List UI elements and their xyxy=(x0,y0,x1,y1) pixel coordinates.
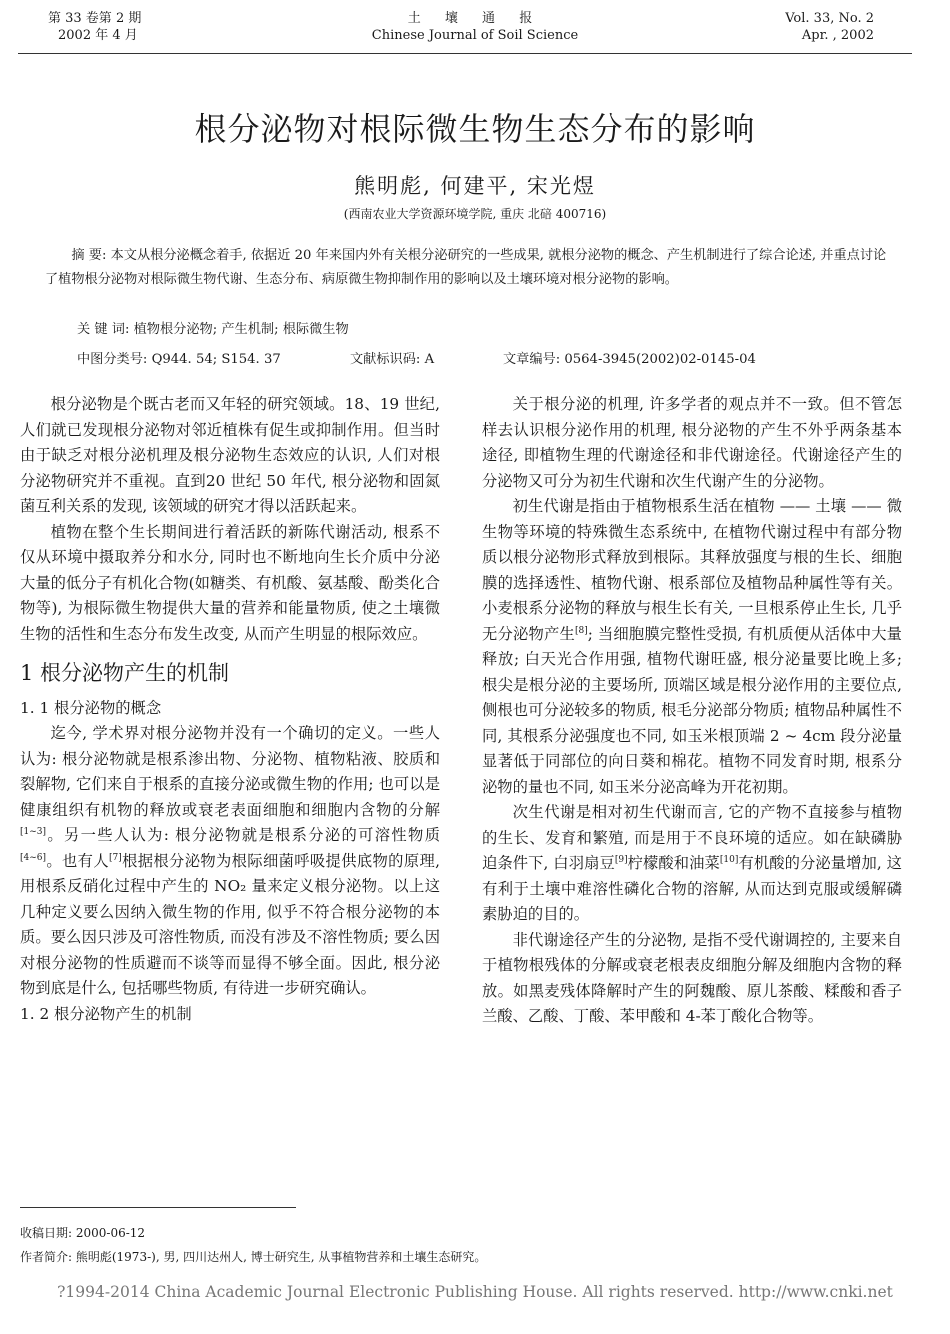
paragraph: 根分泌物是个既古老而又年轻的研究领域。18、19 世纪, 人们就已发现根分泌物对邻近植株有促生或抑制作用。但当时由于缺乏对根分泌机理及根分泌物生态效应的认识, 人们对根分泌物研究并不重视。直到20 世纪 50 年代, 根分泌物和固氮菌互利关系的发现, 该领域的研究才得以活跃起来。 xyxy=(20,395,440,515)
footnote-rule xyxy=(20,1207,296,1208)
clc-number: 中图分类号: Q944. 54; S154. 37 xyxy=(77,352,281,367)
received-date: 收稿日期: 2000-06-12 xyxy=(20,1226,146,1240)
subsection-heading: 1. 2 根分泌物产生的机制 xyxy=(20,1004,192,1023)
paragraph: 非代谢途径产生的分泌物, 是指不受代谢调控的, 主要来自于植物根残体的分解或衰老根表皮细胞分解及细胞内含物的释放。如黑麦残体降解时产生的阿魏酸、原儿茶酸、糅酸和香子兰酸、乙酸、丁酸、苯甲酸和 4-苯丁酸化合物等。 xyxy=(482,930,902,1025)
document-code: 文献标识码: A xyxy=(350,352,435,367)
journal-name-en: Chinese Journal of Soil Science xyxy=(371,28,579,43)
paragraph: 关于根分泌的机理, 许多学者的观点并不一致。但不管怎样去认识根分泌作用的机理, 根分泌物的产生不外乎两条基本途径, 即植物生理的代谢途径和非代谢途径。代谢途径产生的分泌物又可分为初生代谢和次生代谢产生的分泌物。 xyxy=(482,395,902,490)
article-authors: 熊明彪, 何建平, 宋光煜 xyxy=(354,174,596,198)
article-title: 根分泌物对根际微生物生态分布的影响 xyxy=(194,110,756,148)
citation: [1~3] xyxy=(20,826,47,837)
journal-name-cn: 土 壤 通 报 xyxy=(407,11,543,26)
subsection-heading: 1. 1 根分泌物的概念 xyxy=(20,699,162,717)
citation: [10] xyxy=(719,854,739,865)
section-heading: 1 根分泌物产生的机制 xyxy=(20,661,230,685)
paragraph: 植物在整个生长期间进行着活跃的新陈代谢活动, 根系不仅从环境中摄取养分和水分, 同时也不断地向生长介质中分泌大量的低分子有机化合物(如糖类、有机酸、氨基酸、酚类化合物等), 为根际微生物提供大量的营养和能量物质, 使之土壤微生物的活性和生态分布发生改变, 从而产生明显的根际效应。 xyxy=(20,522,440,643)
issue-volume-en: Vol. 33, No. 2 xyxy=(785,11,874,26)
abstract: 摘 要: 本文从根分泌概念着手, 依据近 20 年来国内外有关根分泌研究的一些成果, 就根分泌物的概念、产生机制进行了综合论述, 并重点讨论了植物根分泌物对根际微生物代谢、生态分布、病原微生物抑制作用的影响以及土壤环境对根分泌物的影响。 xyxy=(45,248,887,287)
author-bio: 作者简介: 熊明彪(1973-), 男, 四川达州人, 博士研究生, 从事植物营养和土壤生态研究。 xyxy=(20,1250,487,1264)
issue-date-en: Apr. , 2002 xyxy=(801,28,874,43)
citation: [8] xyxy=(574,625,588,636)
left-column xyxy=(20,392,440,1027)
article-number: 文章编号: 0564-3945(2002)02-0145-04 xyxy=(503,352,756,367)
citation: [4~6] xyxy=(20,852,47,863)
paragraph: 次生代谢是相对初生代谢而言, 它的产物不直接参与植物的生长、发育和繁殖, 而是用于不良环境的适应。如在缺磷胁迫条件下, 白羽扇豆[9]柠檬酸和油菜[10]有机酸的分泌量增加, 这有利于土壤中难溶性磷化合物的溶解, 从而达到克服或缓解磷素胁迫的目的。 xyxy=(482,803,902,923)
keywords: 关 键 词: 植物根分泌物; 产生机制; 根际微生物 xyxy=(77,322,349,337)
copyright-notice: ?1994-2014 China Academic Journal Electronic Publishing House. All rights reserved. http://www.cnki.net xyxy=(57,1283,893,1301)
citation: [9] xyxy=(614,854,628,865)
paragraph: 迄今, 学术界对根分泌物并没有一个确切的定义。一些人认为: 根分泌物就是根系渗出物、分泌物、植物粘液、胶质和裂解物, 它们来自于根系的直接分泌或微生物的作用; 也可以是健康组织有机物的释放或衰老表面细胞和细胞内含物的分解[1~3]。另一些人认为: 根分泌物就是根系分泌的可溶性物质[4~6]。也有人[7]根据根分泌物为根际细菌呼吸提供底物的原理, 用根系反硝化过程中产生的 NO₂ 量来定义根分泌物。以上这几种定义要么因纳入微生物的作用, 似乎不符合根分泌物的本质。要么因只涉及可溶性物质, 而没有涉及不溶性物质; 要么因对根分泌物的性质避而不谈等而显得不够全面。因此, 根分泌物到底是什么, 包括哪些物质, 有待进一步研究确认。 xyxy=(20,724,440,997)
header-right xyxy=(785,10,874,44)
article-affiliation: (西南农业大学资源环境学院, 重庆 北碚 400716) xyxy=(343,207,607,221)
citation: [7] xyxy=(108,852,122,863)
issue-volume: 第 33 卷第 2 期 xyxy=(48,11,142,26)
issue-date: 2002 年 4 月 xyxy=(58,28,138,43)
header-rule xyxy=(18,53,912,54)
right-column xyxy=(482,392,902,1030)
paragraph: 初生代谢是指由于植物根系生活在植物 —— 土壤 —— 微生物等环境的特殊微生态系统中, 在植物代谢过程中有部分物质以根分泌物形式释放到根际。其释放强度与根的生长、细胞膜的选择透性、植物代谢、根系部位及植物品种属性等有关。小麦根系分泌物的释放与根生长有关, 一旦根系停止生长, 几乎无分泌物产生[8]; 当细胞膜完整性受损, 有机质便从活体中大量释放; 白天光合作用强, 植物代谢旺盛, 根分泌量要比晚上多; 根尖是根分泌的主要场所, 顶端区域是根分泌作用的主要位点, 侧根也可分泌较多的物质, 根毛分泌部分物质; 植物品种属性不同, 其根系分泌强度也不同, 如玉米根顶端 2 ~ 4cm 段分泌量显著低于同部位的向日葵和棉花。植物不同发育时期, 根系分泌物的量也不同, 如玉米分泌高峰为开花初期。 xyxy=(482,497,902,796)
